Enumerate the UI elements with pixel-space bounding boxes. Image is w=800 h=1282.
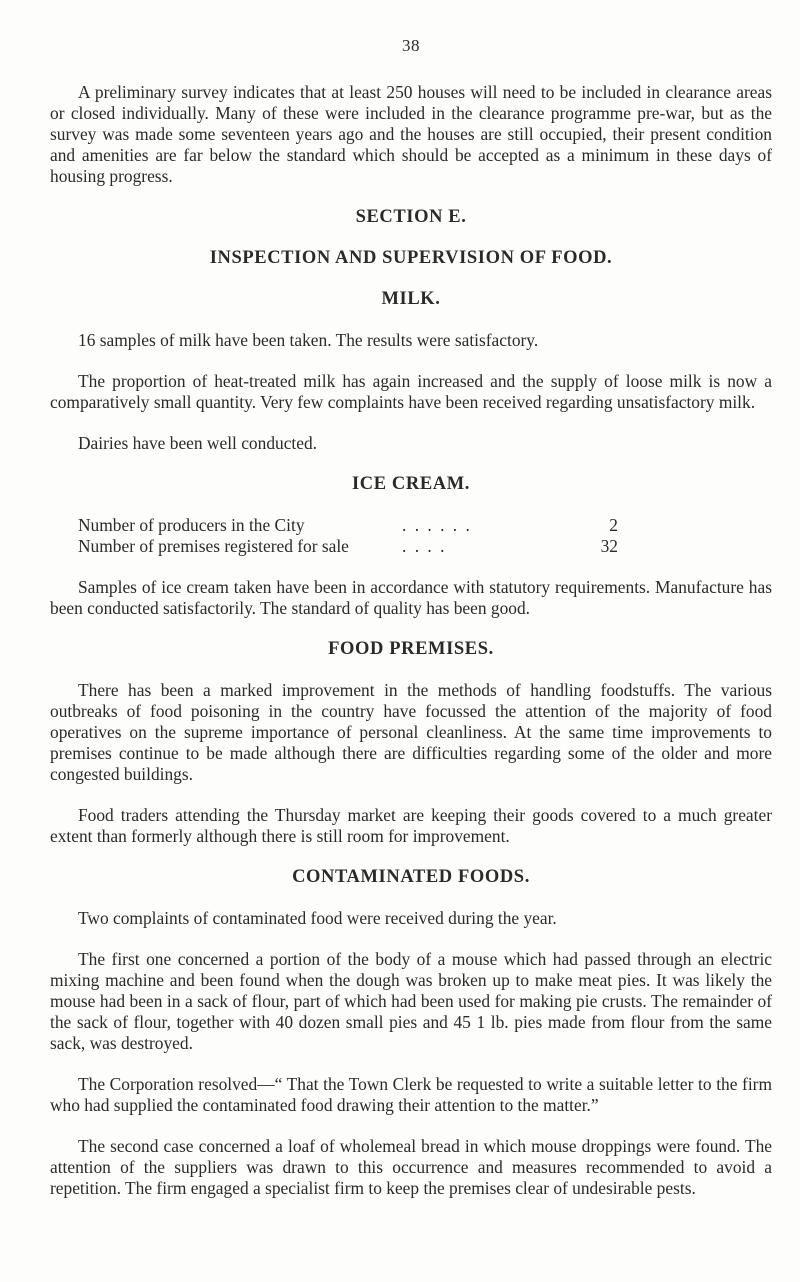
- document-page: [50, 36, 772, 1219]
- contaminated-paragraph-4: The second case concerned a loaf of wholemeal bread in which mouse droppings were found. The attention of the suppliers was drawn to this occurrence and measures recommended to avoid a repetition. The firm engaged a specialist firm to keep the premises clear of undesirable pests.: [50, 1136, 772, 1198]
- section-subtitle: INSPECTION AND SUPERVISION OF FOOD.: [209, 248, 613, 268]
- row-label: Number of premises registered for sale: [78, 536, 349, 556]
- row-leader-dots: . . . .: [402, 536, 447, 556]
- row-leader-dots: . . . . . .: [402, 515, 472, 535]
- contaminated-foods-heading: CONTAMINATED FOODS.: [292, 867, 530, 887]
- row-label: Number of producers in the City: [78, 515, 305, 535]
- contaminated-paragraph-2: The first one concerned a portion of the body of a mouse which had passed through an electric mixing machine and been found when the dough was broken up to make meat pies. It was likely the mouse had been in a sack of flour, part of which had been used for making pie crusts. The remainder of the sack of flour, together with 40 dozen small pies and 45 1 lb. pies made from flour from the same sack, was destroyed.: [50, 949, 772, 1053]
- ice-cream-row-producers: [50, 515, 772, 536]
- contaminated-paragraph-1: Two complaints of contaminated food were received during the year.: [78, 908, 557, 928]
- milk-heading: MILK.: [381, 289, 441, 309]
- food-premises-heading: FOOD PREMISES.: [328, 639, 494, 659]
- ice-cream-figures: [50, 515, 772, 557]
- milk-paragraph-1: 16 samples of milk have been taken. The results were satisfactory.: [78, 330, 539, 350]
- row-value: 32: [600, 536, 618, 556]
- contaminated-paragraph-3: The Corporation resolved—“ That the Town Clerk be requested to write a suitable letter to the firm who had supplied the contaminated food drawing their attention to the matter.”: [50, 1074, 772, 1115]
- intro-paragraph: A preliminary survey indicates that at least 250 houses will need to be included in clearance areas or closed individually. Many of these were included in the clearance programme pre-war, but as the survey was made some seventeen years ago and the houses are still occupied, their present condition and amenities are far below the standard which should be accepted as a minimum in these days of housing progress.: [50, 82, 772, 186]
- row-value: 2: [609, 515, 618, 535]
- food-premises-paragraph-1: There has been a marked improvement in the methods of handling foodstuffs. The various outbreaks of food poisoning in the country have focussed the attention of the majority of food operatives on the supreme importance of personal cleanliness. At the same time improvements to premises continue to be made although there are difficulties regarding some of the older and more congested buildings.: [50, 680, 772, 784]
- section-title: SECTION E.: [355, 207, 467, 227]
- food-premises-paragraph-2: Food traders attending the Thursday market are keeping their goods covered to a much greater extent than formerly although there is still room for improvement.: [50, 805, 772, 846]
- ice-cream-row-premises: [50, 536, 772, 557]
- milk-paragraph-3: Dairies have been well conducted.: [78, 433, 318, 453]
- page-number: 38: [402, 36, 420, 55]
- milk-paragraph-2: The proportion of heat-treated milk has again increased and the supply of loose milk is now a comparatively small quantity. Very few complaints have been received regarding unsatisfactory milk.: [50, 371, 772, 412]
- ice-cream-paragraph: Samples of ice cream taken have been in accordance with statutory requirements. Manufacture has been conducted satisfactorily. The standard of quality has been good.: [50, 577, 772, 618]
- ice-cream-heading: ICE CREAM.: [351, 474, 471, 494]
